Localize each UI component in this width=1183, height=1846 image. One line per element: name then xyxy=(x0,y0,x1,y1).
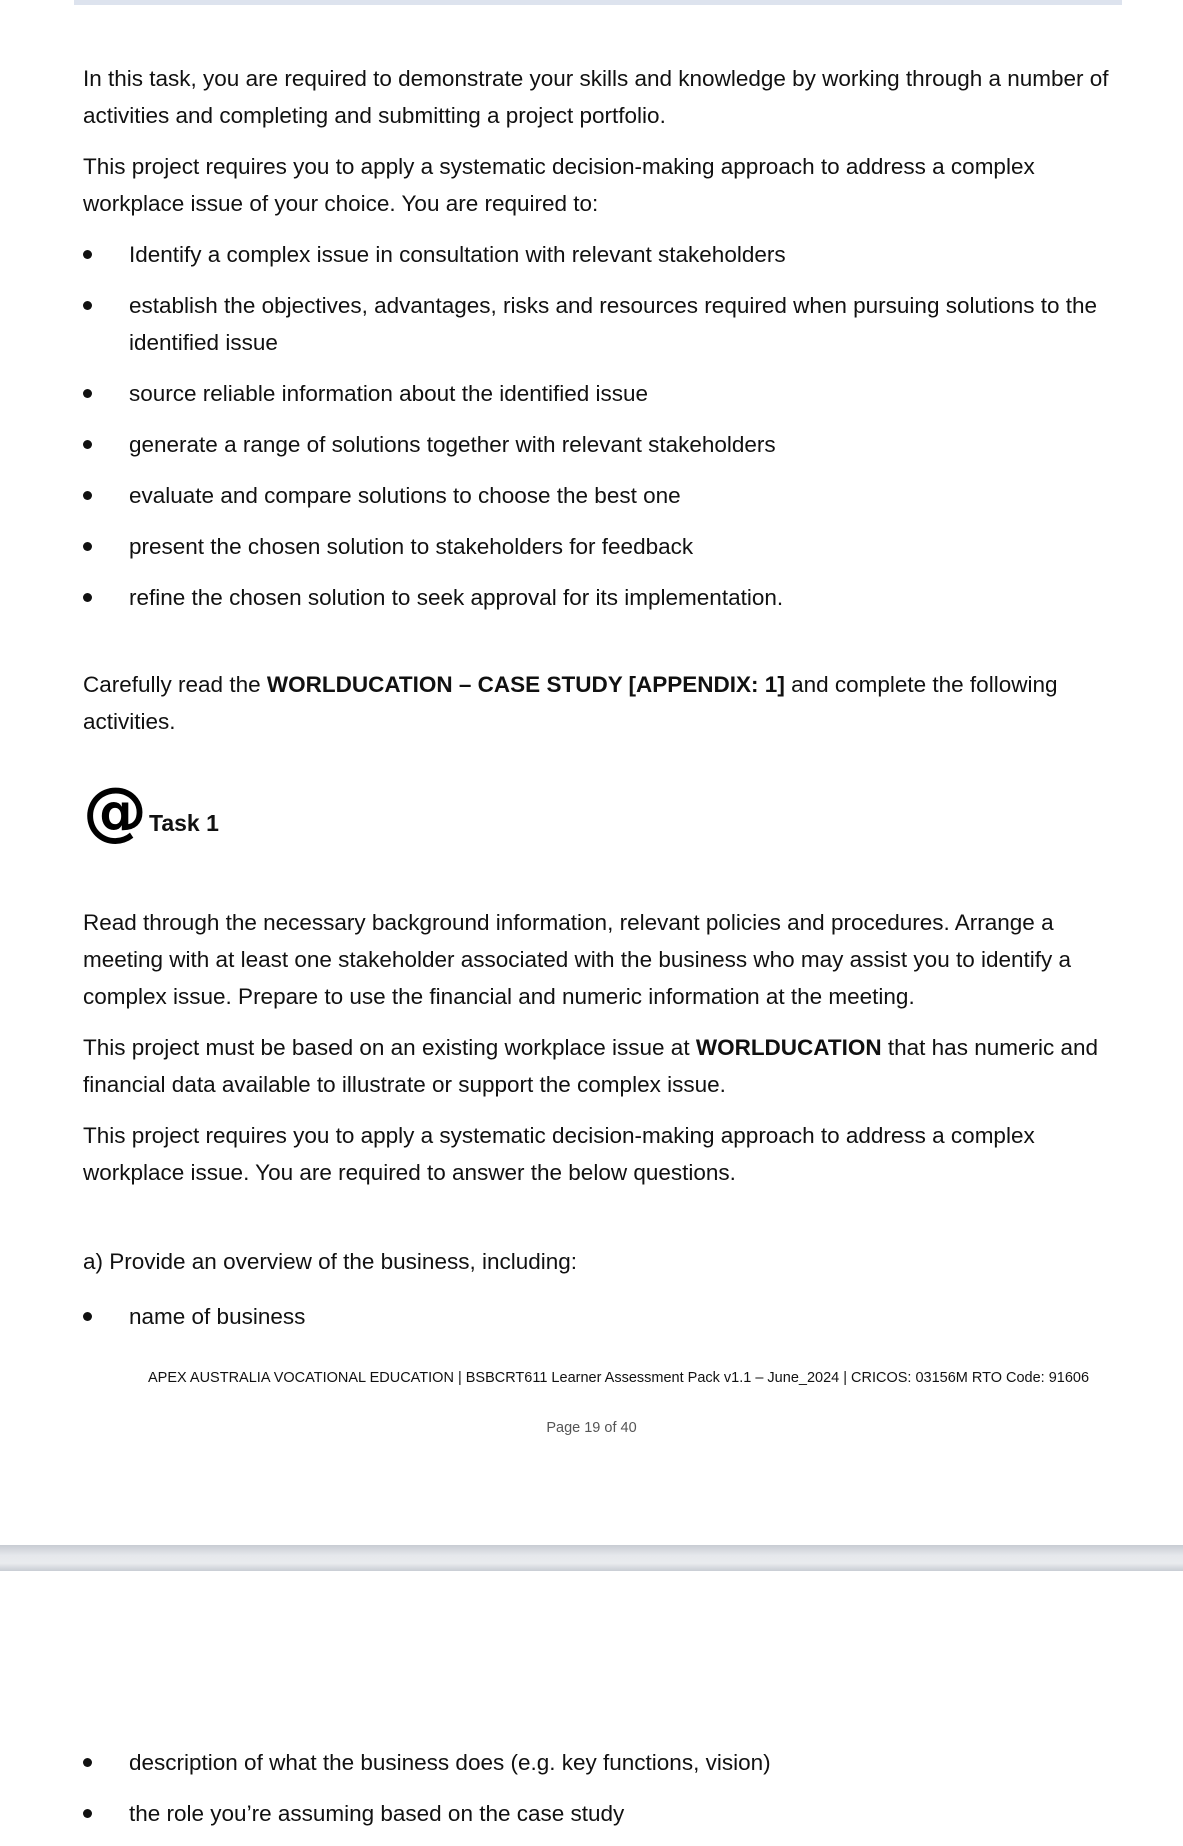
task-heading xyxy=(83,775,1113,849)
bullet-icon xyxy=(83,301,92,310)
bullet-icon xyxy=(83,1312,92,1321)
question-a-list xyxy=(83,1298,1113,1335)
intro-paragraph-2: This project requires you to apply a systematic decision-making approach to address a complex workplace issue of your choice. You are required to: xyxy=(83,154,1035,216)
list-item: evaluate and compare solutions to choose the best one xyxy=(83,477,1113,514)
bullet-icon xyxy=(83,440,92,449)
task-title: Task 1 xyxy=(149,810,219,836)
page-separator xyxy=(0,1545,1183,1571)
document-page xyxy=(83,60,1113,1349)
requirements-list xyxy=(83,236,1113,616)
bullet-icon xyxy=(83,542,92,551)
bullet-icon xyxy=(83,1758,92,1767)
case-study-title: WORLDUCATION – CASE STUDY [APPENDIX: 1] xyxy=(266,672,785,697)
task-paragraph-3: This project requires you to apply a systematic decision-making approach to address a complex workplace issue. You are required to answer the below questions. xyxy=(83,1123,1035,1185)
list-item: establish the objectives, advantages, risks and resources required when pursuing solutions to the identified issue xyxy=(83,287,1113,361)
bullet-icon xyxy=(83,389,92,398)
page-top-edge xyxy=(74,0,1122,5)
list-item: the role you’re assuming based on the case study xyxy=(83,1795,1113,1832)
list-item: Identify a complex issue in consultation with relevant stakeholders xyxy=(83,236,1113,273)
question-a-list-continued xyxy=(83,1744,1113,1832)
page-footer: APEX AUSTRALIA VOCATIONAL EDUCATION | BSBCRT611 Learner Assessment Pack v1.1 – June_2024 | CRICOS: 03156M RTO Code: 91606 xyxy=(148,1370,1090,1386)
bullet-icon xyxy=(83,593,92,602)
at-sign-icon: @ xyxy=(83,775,147,849)
question-a-label: a) Provide an overview of the business, including: xyxy=(83,1249,578,1274)
case-study-instruction: Carefully read the WORLDUCATION – CASE STUDY [APPENDIX: 1] and complete the following activities. xyxy=(83,672,1058,734)
document-page-2 xyxy=(83,1744,1113,1846)
bullet-icon xyxy=(83,491,92,500)
task-paragraph-1: Read through the necessary background information, relevant policies and procedures. Arrange a meeting with at least one stakeholder associated with the business who may assist you to identify a complex issue. Prepare to use the financial and numeric information at the meeting. xyxy=(83,910,1072,1009)
bullet-icon xyxy=(83,1809,92,1818)
list-item: description of what the business does (e.g. key functions, vision) xyxy=(83,1744,1113,1781)
list-item: refine the chosen solution to seek approval for its implementation. xyxy=(83,579,1113,616)
list-item: source reliable information about the identified issue xyxy=(83,375,1113,412)
task-paragraph-2: This project must be based on an existing workplace issue at WORLDUCATION that has numeric and financial data available to illustrate or support the complex issue. xyxy=(83,1035,1099,1097)
page-number: Page 19 of 40 xyxy=(546,1420,637,1436)
list-item: name of business xyxy=(83,1298,1113,1335)
bullet-icon xyxy=(83,250,92,259)
intro-paragraph-1: In this task, you are required to demonstrate your skills and knowledge by working through a number of activities and completing and submitting a project portfolio. xyxy=(83,66,1109,128)
list-item: generate a range of solutions together with relevant stakeholders xyxy=(83,426,1113,463)
company-name: WORLDUCATION xyxy=(695,1035,882,1060)
list-item: present the chosen solution to stakeholders for feedback xyxy=(83,528,1113,565)
